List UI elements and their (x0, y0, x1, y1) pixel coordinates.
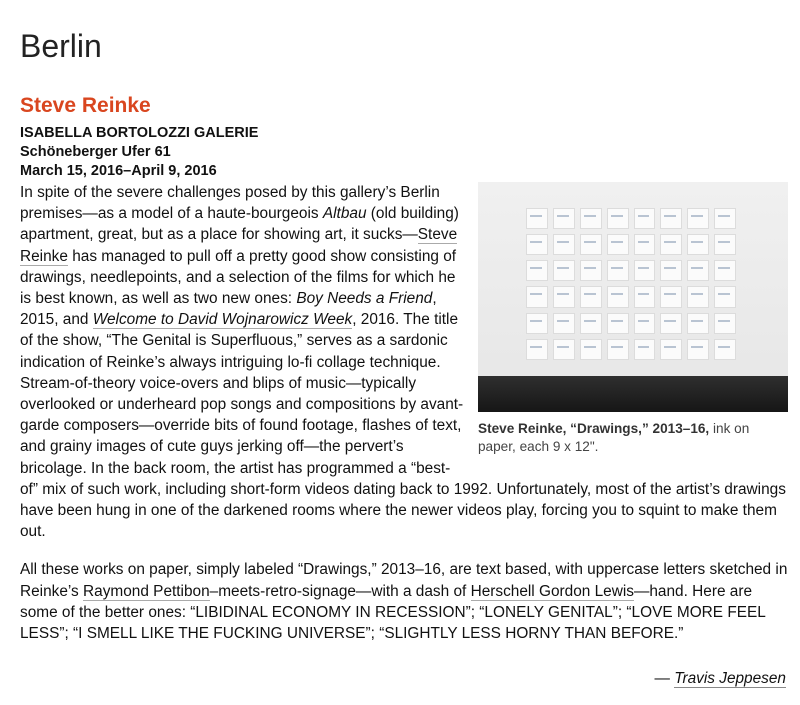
paragraph-2: All these works on paper, simply labeled “Drawings,” 2013–16, are text based, with uppercase letters sketched in Reinke’s Raymond Pettibon–meets-retro-signage—with a dash of Herschell Gordon Lewis—hand. Here are some of the better ones: “LIBIDINAL ECONOMY IN RECESSION”; “LONELY GENITAL”; “LOVE MORE FEEL LESS”; “I SMELL LIKE THE FUCKING UNIVERSE”; “SLIGHTLY LESS HORNY THAN BEFORE.” (20, 561, 788, 643)
artist-title[interactable]: Steve Reinke (20, 94, 151, 117)
city-heading: Berlin (20, 28, 102, 64)
link-steve-reinke[interactable]: Steve Reinke (20, 226, 458, 265)
exhibition-dates: March 15, 2016–April 9, 2016 (20, 163, 217, 179)
caption-title: Steve Reinke, “Drawings,” 2013–16, (478, 421, 710, 436)
altbau-term: Altbau (322, 205, 367, 223)
gallery-name[interactable]: ISABELLA BORTOLOZZI GALERIE (20, 125, 259, 141)
drawings-grid (526, 208, 736, 360)
installation-photo[interactable] (478, 182, 788, 412)
link-herschell-gordon-lewis[interactable]: Herschell Gordon Lewis (470, 582, 634, 600)
link-wojnarowicz-week[interactable]: Welcome to David Wojnarowicz Week (92, 311, 353, 329)
link-raymond-pettibon[interactable]: Raymond Pettibon (83, 582, 210, 600)
film-title-1: Boy Needs a Friend (296, 290, 433, 308)
figure-caption (478, 420, 788, 456)
author-link[interactable]: Travis Jeppesen (674, 670, 786, 687)
byline: — Travis Jeppesen (654, 670, 786, 687)
gallery-address: Schöneberger Ufer 61 (20, 144, 171, 160)
review-body (20, 182, 788, 661)
paragraph-1: In spite of the severe challenges posed by this gallery’s Berlin premises—as a model of a haute-bourgeois Altbau (old building) apartment, great, but as a place for showing art, it sucks—Steve Reinke has managed to pull off a pretty good show consisting of drawings, needlepoints, and a selection of the films for which he is best known, as well as two new ones: Boy Needs a Friend, 2015, and Welcome to David Wojnarowicz Week, 2016. The title of the show, “The Genital is Superfluous,” serves as a sardonic indication of Reinke’s always intriguing lo-fi collage technique. Stream-of-theory voice-overs and blips of music—typically overlooked or underheard pop songs and compositions by avant-garde composers—override bits of found footage, flashes of text, and grainy images of cute guys jerking off—the pervert’s bricolage. In the back room, the artist has programmed a “best-of” mix of such work, including short-form videos dating back to 1992. Unfortunately, most of the artist’s drawings have been hung in one of the darkened rooms where the newer videos play, forcing you to squint to make them out. (20, 184, 786, 541)
exhibition-info (20, 124, 258, 181)
caption-detail: ink on paper, each 9 x 12". (478, 421, 750, 454)
review-figure (478, 182, 788, 456)
